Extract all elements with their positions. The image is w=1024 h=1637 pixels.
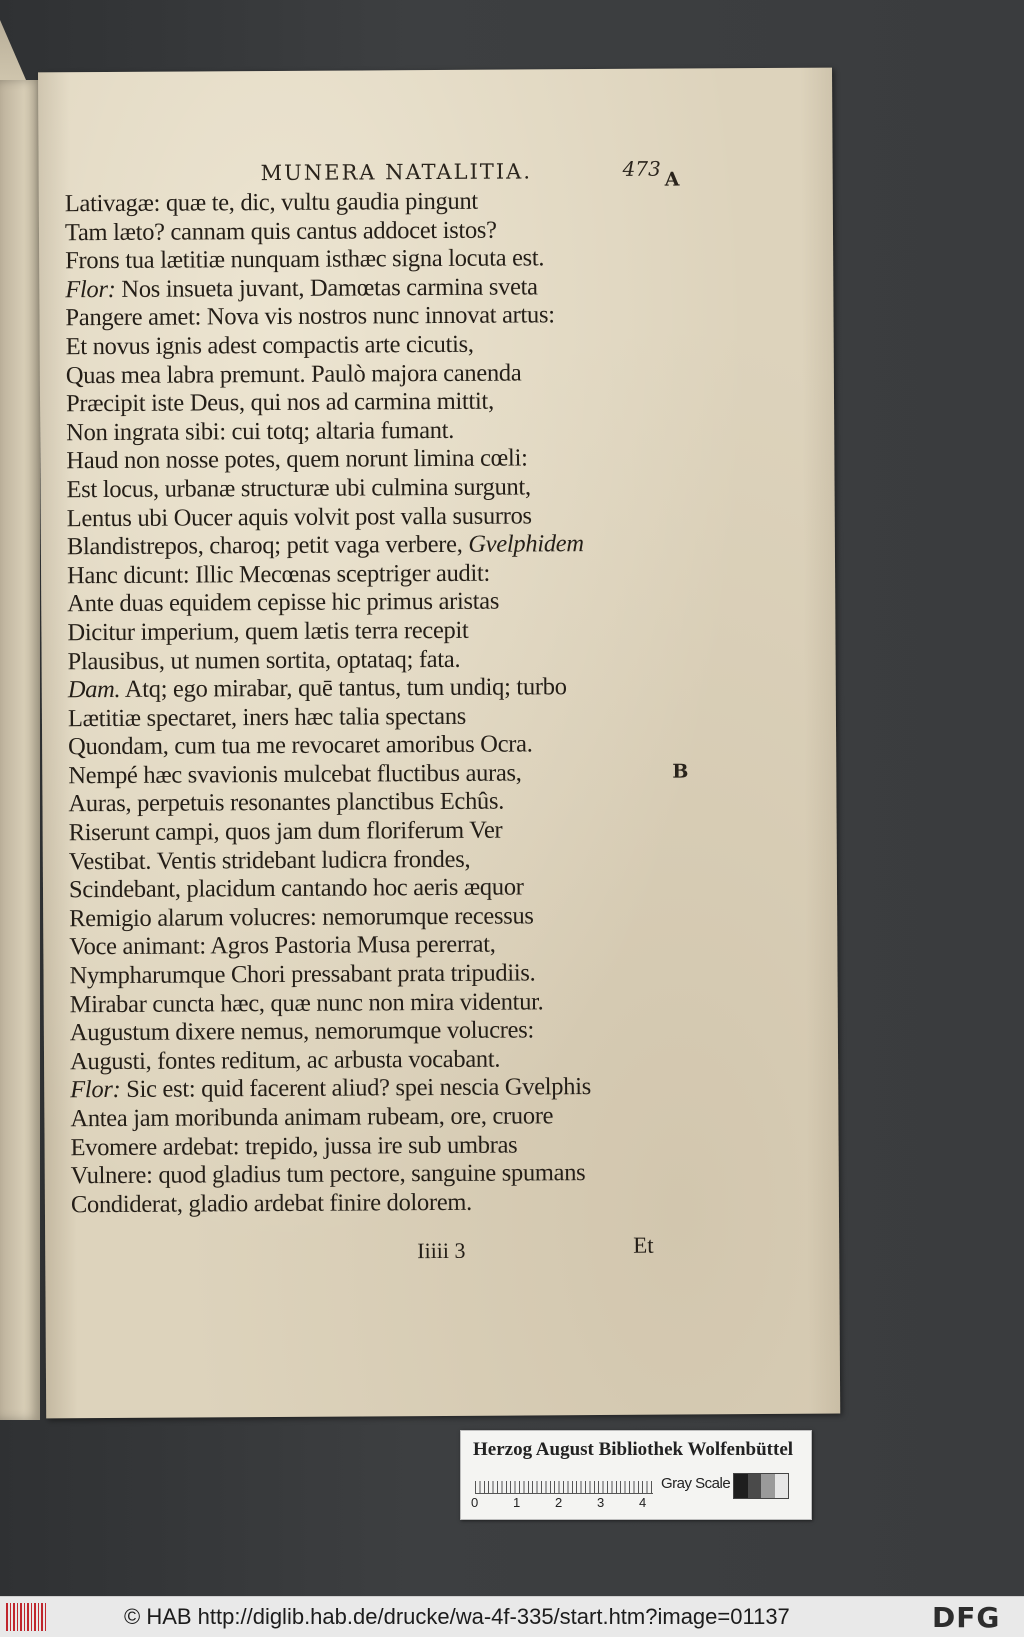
verse-line <box>67 501 627 533</box>
verse-line <box>68 730 628 762</box>
speaker-label: Flor: <box>65 275 116 304</box>
verse-text: Nempé hæc svavionis mulcebat fluctibus auras, <box>68 759 522 790</box>
verse-line <box>66 387 626 419</box>
verse-line <box>69 816 629 848</box>
verse-text: Præcipit iste Deus, qui nos ad carmina mittit, <box>65 387 494 418</box>
verse-line <box>65 215 625 247</box>
margin-letter-b: B <box>672 760 689 783</box>
verse-line <box>68 702 628 734</box>
dfg-logo: DFG <box>932 1601 1001 1634</box>
gray-scale-swatch <box>733 1473 789 1499</box>
verse-text: Nympharumque Chori pressabant prata tripudiis. <box>69 959 536 990</box>
verse-text: Et novus ignis adest compactis arte cicutis, <box>65 330 474 361</box>
verse-text: Augustum dixere nemus, nemorumque volucres: <box>69 1016 535 1047</box>
ruler-number: 0 <box>471 1495 479 1510</box>
speaker-label: Flor: <box>70 1076 121 1104</box>
verse-text: Blandistrepos, charoq; petit vaga verbere, <box>66 530 469 561</box>
verse-block <box>65 187 631 1220</box>
verse-line <box>71 1188 631 1220</box>
viewer-footer <box>0 1596 1024 1637</box>
verse-text: Lætitiæ spectaret, iners hæc talia spectans <box>67 702 467 732</box>
italic-name: Gvelphidem <box>468 530 584 558</box>
verse-line <box>67 559 627 591</box>
gray-step <box>748 1474 762 1498</box>
copyright-link[interactable]: © HAB http://diglib.hab.de/drucke/wa-4f-335/start.htm?image=01137 <box>124 1604 790 1629</box>
verse-line <box>65 273 625 305</box>
verse-text: Augusti, fontes reditum, ac arbusta vocabant. <box>69 1045 501 1076</box>
gray-step <box>775 1474 789 1498</box>
verse-line <box>68 759 628 791</box>
verse-text: Haud non nosse potes, quem norunt limina cœli: <box>66 444 528 475</box>
verse-line <box>67 587 627 619</box>
verse-line <box>67 530 627 562</box>
verse-text: Vestibat. Ventis stridebant ludicra frondes, <box>68 845 471 875</box>
verse-text: Quas mea labra premunt. Paulò majora canenda <box>65 359 522 389</box>
barcode-icon <box>6 1603 46 1631</box>
ruler-number: 1 <box>513 1495 521 1510</box>
verse-text: Tam læto? cannam quis cantus addocet istos? <box>64 216 497 246</box>
gray-scale-label: Gray Scale <box>661 1475 731 1492</box>
library-name: Herzog August Bibliothek Wolfenbüttel <box>473 1439 794 1460</box>
book-page <box>38 68 840 1419</box>
verse-line <box>65 187 625 219</box>
verse-line <box>70 1130 630 1162</box>
verse-text: Atq; ego mirabar, quē tantus, tum undiq; turbo <box>120 673 567 704</box>
verse-text: Scindebant, placidum cantando hoc aeris æquor <box>68 873 524 904</box>
verse-line <box>70 987 630 1019</box>
verse-text: Dicitur imperium, quem lætis terra recepit <box>67 616 469 647</box>
verse-text: Frons tua lætitiæ nunquam isthæc signa locuta est. <box>65 244 545 275</box>
verse-line <box>68 673 628 705</box>
page-number: 473 <box>622 156 661 181</box>
verse-text: Auras, perpetuis resonantes planctibus Echûs. <box>68 788 505 818</box>
verse-text: Lentus ubi Oucer aquis volvit post valla susurros <box>66 501 532 532</box>
calibration-card <box>460 1430 812 1520</box>
catchword: Et <box>633 1232 654 1258</box>
facing-page-edge <box>0 80 40 1420</box>
verse-text: Hanc dicunt: Illic Mecœnas sceptriger audit: <box>66 559 491 589</box>
ruler-labels <box>471 1495 671 1511</box>
verse-text: Plausibus, ut numen sortita, optataq; fata. <box>67 645 461 675</box>
running-head <box>39 154 833 189</box>
verse-line <box>69 930 629 962</box>
measurement-ruler <box>475 1473 653 1494</box>
verse-line <box>65 301 625 333</box>
verse-text: Lativagæ: quæ te, dic, vultu gaudia pingunt <box>64 187 478 218</box>
running-title: MUNERA NATALITIA. <box>260 159 533 186</box>
verse-line <box>69 844 629 876</box>
gray-step <box>734 1474 748 1498</box>
verse-line <box>68 787 628 819</box>
verse-text: Ante duas equidem cepisse hic primus aristas <box>67 587 500 618</box>
verse-text: Condiderat, gladio ardebat finire dolorem. <box>70 1188 473 1219</box>
margin-letter-a: A <box>664 168 680 191</box>
verse-text: Antea jam moribunda animam rubeam, ore, cruore <box>70 1102 554 1133</box>
facing-page-corner <box>0 20 26 80</box>
verse-line <box>68 644 628 676</box>
verse-line <box>66 444 626 476</box>
verse-line <box>66 358 626 390</box>
verse-line <box>69 959 629 991</box>
speaker-label: Dam. <box>67 676 121 704</box>
verse-text: Non ingrata sibi: cui totq; altaria fumant. <box>66 416 455 447</box>
verse-line <box>66 330 626 362</box>
verse-line <box>66 416 626 448</box>
verse-text: Riserunt campi, quos jam dum floriferum Ver <box>68 816 503 847</box>
ruler-number: 4 <box>639 1495 647 1510</box>
signature-mark: Iiiii 3 <box>417 1237 466 1264</box>
verse-text: Sic est: quid facerent aliud? spei nescia Gvelphis <box>120 1073 591 1104</box>
verse-line <box>65 244 625 276</box>
verse-line <box>70 1102 630 1134</box>
verse-line <box>70 1073 630 1105</box>
gray-step <box>761 1474 775 1498</box>
ruler-number: 3 <box>597 1495 605 1510</box>
verse-text: Remigio alarum volucres: nemorumque recessus <box>69 902 534 933</box>
verse-line <box>69 902 629 934</box>
verse-text: Mirabar cuncta hæc, quæ nunc non mira videntur. <box>69 987 544 1018</box>
verse-text: Quondam, cum tua me revocaret amoribus Ocra. <box>68 730 533 761</box>
verse-line <box>71 1159 631 1191</box>
verse-text: Evomere ardebat: trepido, jussa ire sub umbras <box>70 1131 518 1161</box>
verse-line <box>70 1016 630 1048</box>
verse-text: Nos insueta juvant, Damœtas carmina sveta <box>115 273 538 303</box>
verse-line <box>67 616 627 648</box>
verse-line <box>70 1045 630 1077</box>
ruler-number: 2 <box>555 1495 563 1510</box>
verse-line <box>66 473 626 505</box>
verse-text: Vulnere: quod gladius tum pectore, sanguine spumans <box>70 1159 586 1190</box>
verse-text: Pangere amet: Nova vis nostros nunc innovat artus: <box>65 301 555 332</box>
verse-text: Voce animant: Agros Pastoria Musa pererrat, <box>69 931 496 961</box>
verse-line <box>69 873 629 905</box>
verse-text: Est locus, urbanæ structuræ ubi culmina surgunt, <box>66 473 531 504</box>
